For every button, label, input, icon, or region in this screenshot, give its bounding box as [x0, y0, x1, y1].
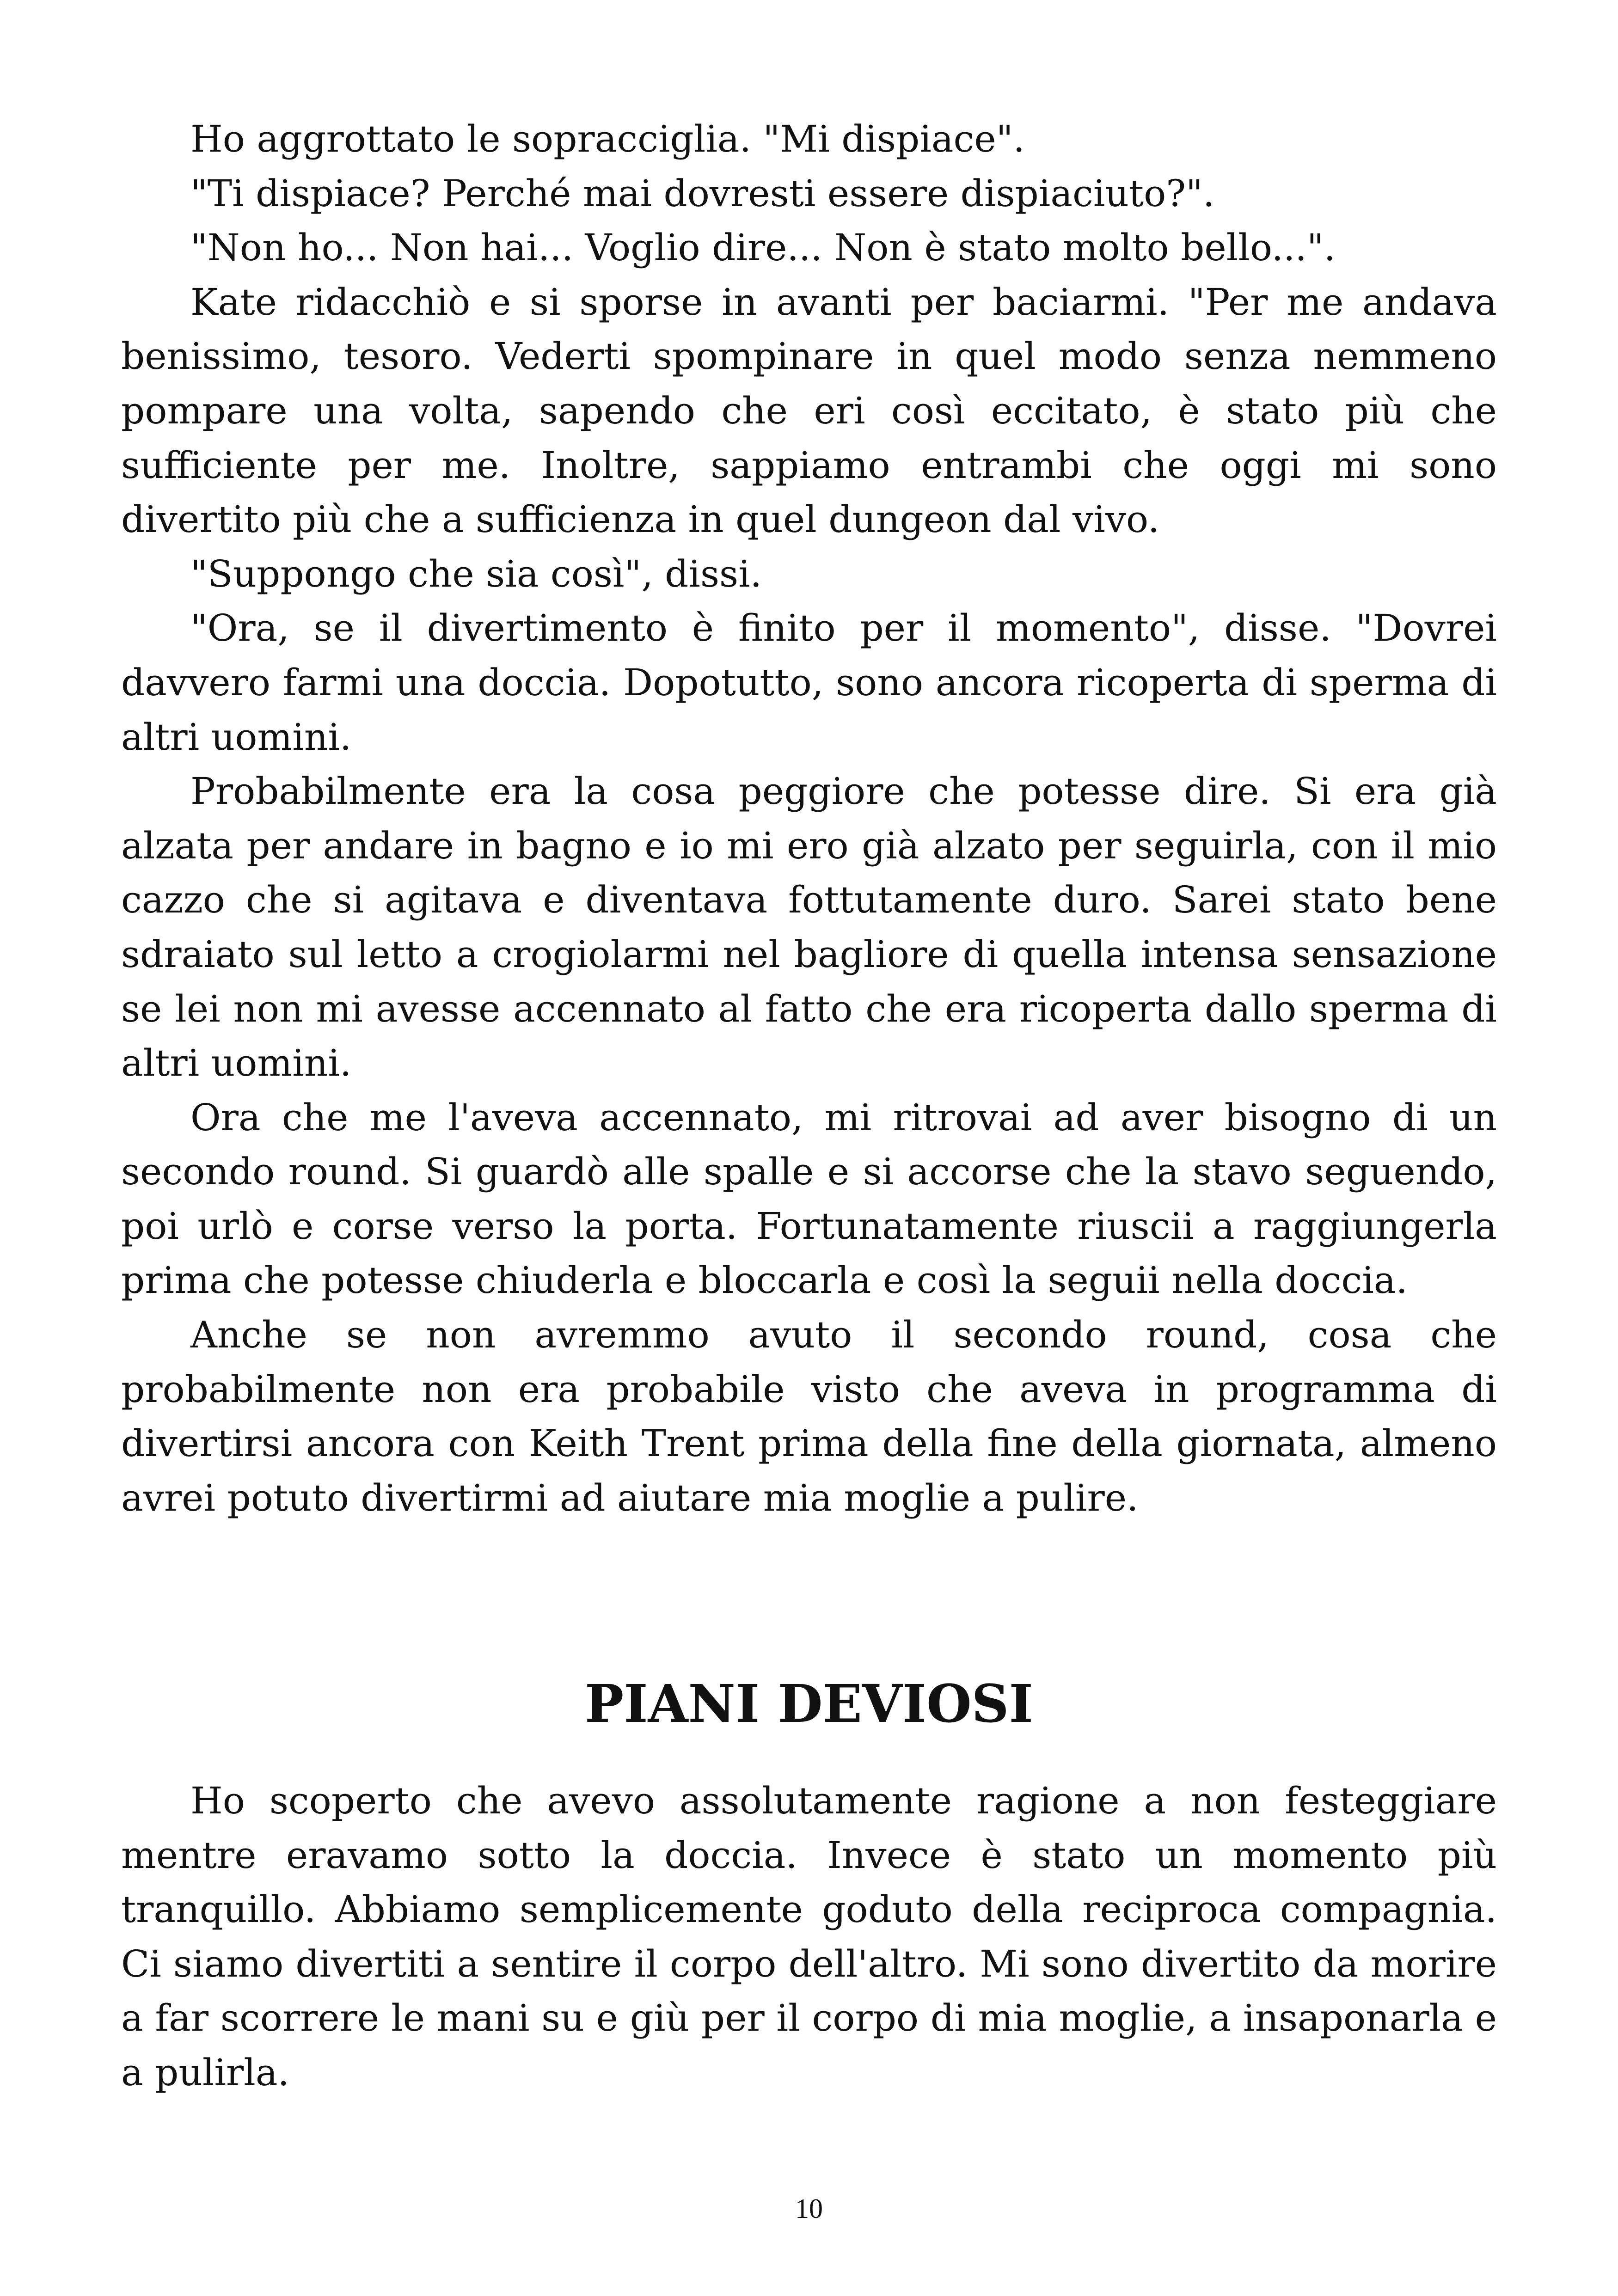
paragraph: Kate ridacchiò e si sporse in avanti per baciarmi. "Per me andava benissimo, tesoro. Vederti spompinare in quel modo senza nemmeno pompare una volta, sapendo che eri così eccitato, è stato più che sufficiente per me. Inoltre, sappiamo entrambi che oggi mi sono divertito più che a sufficienza in quel dungeon dal vivo.: [121, 280, 1497, 541]
paragraph: Probabilmente era la cosa peggiore che potesse dire. Si era già alzata per andare in bagno e io mi ero già alzato per seguirla, con il mio cazzo che si agitava e diventava fottutamente duro. Sarei stato bene sdraiato sul letto a crogiolarmi nel bagliore di quella intensa sensazione se lei non mi avesse accennato al fatto che era ricoperta dallo sperma di altri uomini.: [121, 770, 1497, 1085]
paragraph: "Suppongo che sia così", dissi.: [190, 552, 762, 595]
paragraph: Ora che me l'aveva accennato, mi ritrovai ad aver bisogno di un secondo round. Si guardò alle spalle e si accorse che la stavo seguendo, poi urlò e corse verso la porta. Fortunatamente riuscii a raggiungerla prima che potesse chiuderla e bloccarla e così la seguii nella doccia.: [121, 1096, 1497, 1302]
paragraph: Ho aggrottato le sopracciglia. "Mi dispiace".: [190, 117, 1025, 160]
body-text-before-heading: [121, 112, 1497, 1525]
page-number: 10: [795, 2193, 823, 2224]
paragraph: Anche se non avremmo avuto il secondo round, cosa che probabilmente non era probabile visto che aveva in programma di divertirsi ancora con Keith Trent prima della fine della giornata, almeno avrei potuto divertirmi ad aiutare mia moglie a pulire.: [121, 1313, 1497, 1519]
body-text-after-heading: [121, 1774, 1497, 2100]
paragraph: "Non ho... Non hai... Voglio dire... Non è stato molto bello...".: [190, 226, 1336, 269]
chapter-heading: PIANI DEVIOSI: [585, 1674, 1033, 1734]
paragraph: Ho scoperto che avevo assolutamente ragione a non festeggiare mentre eravamo sotto la doccia. Invece è stato un momento più tranquillo. Abbiamo semplicemente goduto della reciproca compagnia. Ci siamo divertiti a sentire il corpo dell'altro. Mi sono divertito da morire a far scorrere le mani su e giù per il corpo di mia moglie, a insaponarla e a pulirla.: [121, 1779, 1497, 2094]
paragraph: "Ora, se il divertimento è finito per il momento", disse. "Dovrei davvero farmi una doccia. Dopotutto, sono ancora ricoperta di sperma di altri uomini.: [121, 606, 1497, 759]
paragraph: "Ti dispiace? Perché mai dovresti essere dispiaciuto?".: [190, 171, 1215, 215]
